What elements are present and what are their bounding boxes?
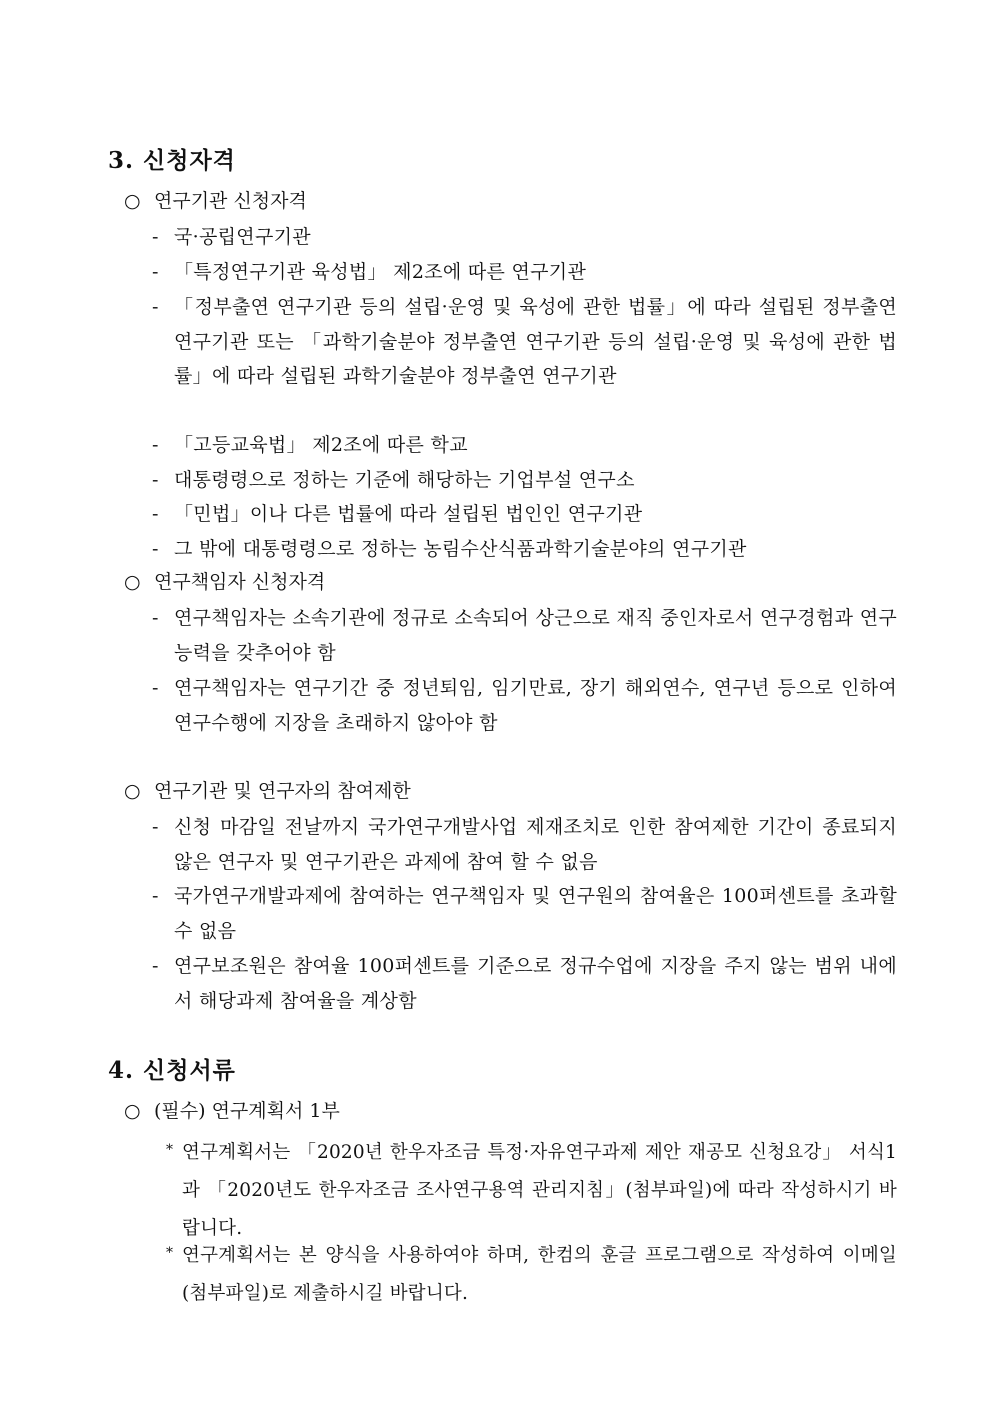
- circle-bullet-icon: ○: [124, 780, 141, 802]
- list-item: - 신청 마감일 전날까지 국가연구개발사업 제재조치로 인한 참여제한 기간이 종료되지 않은 연구자 및 연구기관은 과제에 참여 할 수 없음: [152, 810, 897, 879]
- dash-bullet-icon: -: [152, 469, 159, 491]
- dash-bullet-icon: -: [152, 885, 159, 907]
- list-item: - 국가연구개발과제에 참여하는 연구책임자 및 연구원의 참여율은 100퍼센트를 초과할 수 없음: [152, 879, 897, 948]
- circle-bullet-icon: ○: [124, 1100, 141, 1122]
- dash-bullet-icon: -: [152, 816, 159, 838]
- list-item: - 국·공립연구기관: [152, 220, 897, 255]
- list-item: - 그 밖에 대통령령으로 정하는 농림수산식품과학기술분야의 연구기관: [152, 532, 897, 567]
- circle-bullet-icon: ○: [124, 571, 141, 593]
- list-item: - 「특정연구기관 육성법」 제2조에 따른 연구기관: [152, 255, 897, 290]
- participation-restriction-heading: ○ 연구기관 및 연구자의 참여제한: [124, 776, 411, 806]
- dash-bullet-icon: -: [152, 261, 159, 283]
- dash-bullet-icon: -: [152, 226, 159, 248]
- dash-bullet-icon: -: [152, 503, 159, 525]
- dash-bullet-icon: -: [152, 607, 159, 629]
- list-item: - 「민법」이나 다른 법률에 따라 설립된 법인인 연구기관: [152, 497, 897, 532]
- dash-bullet-icon: -: [152, 296, 159, 318]
- asterisk-note-icon: *: [166, 1245, 173, 1261]
- list-item: - 연구보조원은 참여율 100퍼센트를 기준으로 정규수업에 지장을 주지 않는 범위 내에서 해당과제 참여율을 계상함: [152, 949, 897, 1018]
- section-4-heading: 4. 신청서류: [108, 1057, 236, 1084]
- list-item: - 연구책임자는 소속기관에 정규로 소속되어 상근으로 재직 중인자로서 연구경험과 연구능력을 갖추어야 함: [152, 601, 897, 670]
- section-3-heading: 3. 신청자격: [108, 147, 236, 174]
- list-item: - 「고등교육법」 제2조에 따른 학교: [152, 428, 897, 463]
- researcher-eligibility-heading: ○ 연구책임자 신청자격: [124, 567, 325, 597]
- list-item: - 연구책임자는 연구기간 중 정년퇴임, 임기만료, 장기 해외연수, 연구년 등으로 인하여 연구수행에 지장을 초래하지 않아야 함: [152, 671, 897, 740]
- note-item: * 연구계획서는 「2020년 한우자조금 특정·자유연구과제 제안 재공모 신청요강」 서식1과 「2020년도 한우자조금 조사연구용역 관리지침」(첨부파일)에 따라 작성하시기 바랍니다.: [166, 1134, 897, 1248]
- dash-bullet-icon: -: [152, 538, 159, 560]
- note-item: * 연구계획서는 본 양식을 사용하여야 하며, 한컴의 훈글 프로그램으로 작성하여 이메일(첨부파일)로 제출하시길 바랍니다.: [166, 1237, 897, 1313]
- list-item: - 대통령령으로 정하는 기준에 해당하는 기업부설 연구소: [152, 463, 897, 498]
- asterisk-note-icon: *: [166, 1142, 173, 1158]
- institution-eligibility-heading: ○ 연구기관 신청자격: [124, 186, 307, 216]
- dash-bullet-icon: -: [152, 955, 159, 977]
- list-item: - 「정부출연 연구기관 등의 설립·운영 및 육성에 관한 법률」에 따라 설립된 정부출연 연구기관 또는 「과학기술분야 정부출연 연구기관 등의 설립·운영 및 육성에 관한 법률」에 따라 설립된 과학기술분야 정부출연 연구기관: [152, 290, 897, 394]
- circle-bullet-icon: ○: [124, 190, 141, 212]
- required-documents-heading: ○ (필수) 연구계획서 1부: [124, 1096, 340, 1126]
- dash-bullet-icon: -: [152, 434, 159, 456]
- dash-bullet-icon: -: [152, 677, 159, 699]
